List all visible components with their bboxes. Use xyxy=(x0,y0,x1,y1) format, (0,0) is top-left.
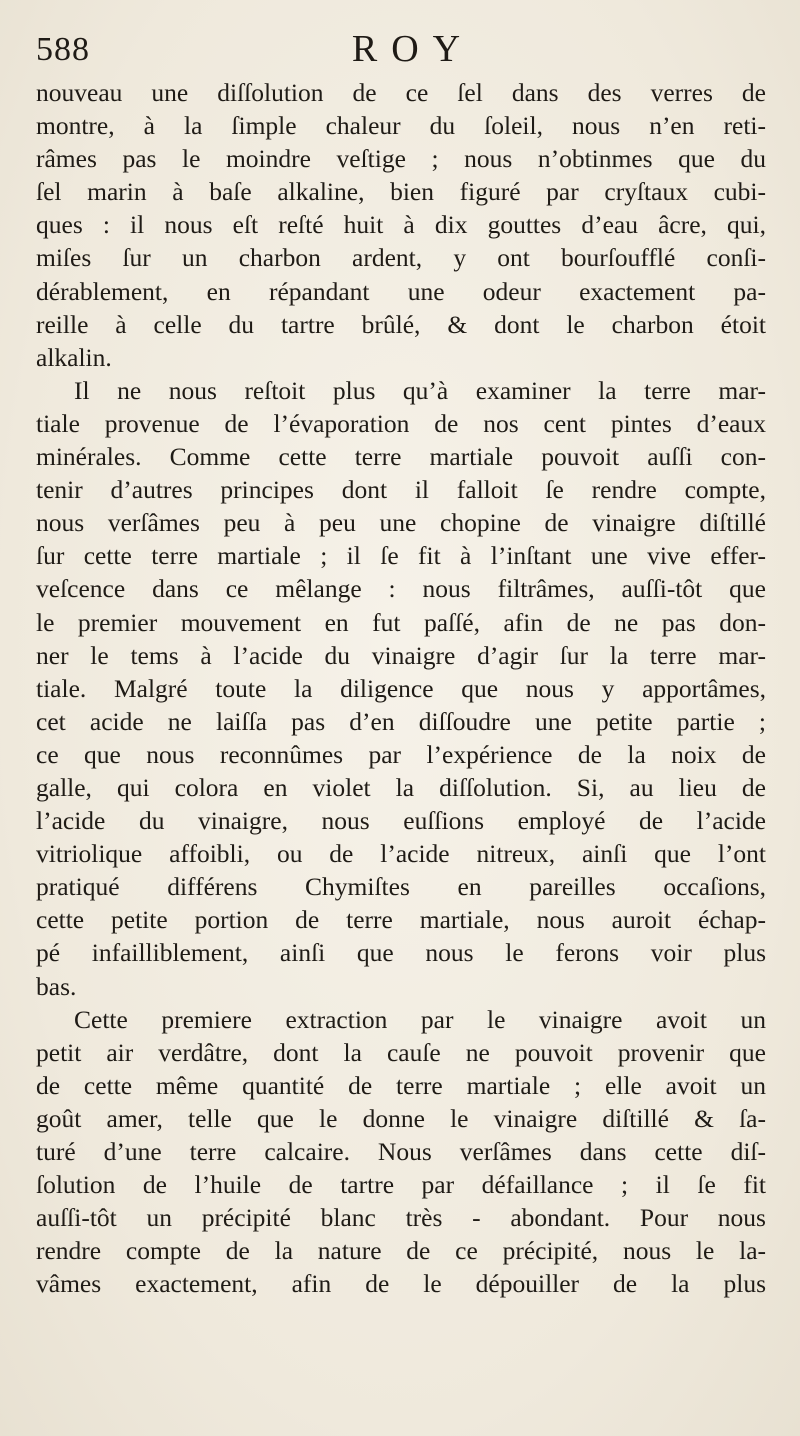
text-line: veſcence dans ce mêlange : nous filtrâmes, auſſi-tôt que xyxy=(36,574,766,604)
text-line: petit air verdâtre, dont la cauſe ne pouvoit provenir que xyxy=(36,1037,766,1067)
text-line: le premier mouvement en fut paſſé, afin de ne pas don- xyxy=(36,607,766,637)
text-line: de cette même quantité de terre martiale ; elle avoit un xyxy=(36,1070,766,1100)
running-title: ROY xyxy=(351,28,475,70)
text-line: reille à celle du tartre brûlé, & dont le charbon étoit xyxy=(36,309,766,339)
text-line: dérablement, en répandant une odeur exactement pa- xyxy=(36,276,766,306)
text-line: ques : il nous eſt reſté huit à dix gouttes d’eau âcre, qui, xyxy=(36,210,766,240)
text-line: galle, qui colora en violet la diſſolution. Si, au lieu de xyxy=(36,772,766,802)
page-number: 588 xyxy=(36,31,90,68)
text-line: tenir d’autres principes dont il falloit ſe rendre compte, xyxy=(36,475,766,505)
text-line: ce que nous reconnûmes par l’expérience de la noix de xyxy=(36,739,766,769)
text-line: tiale provenue de l’évaporation de nos cent pintes d’eaux xyxy=(36,408,766,438)
text-line: montre, à la ſimple chaleur du ſoleil, nous n’en reti- xyxy=(36,111,766,141)
text-line: pratiqué différens Chymiſtes en pareilles occaſions, xyxy=(36,872,766,902)
text-line: vitriolique affoibli, ou de l’acide nitreux, ainſi que l’ont xyxy=(36,839,766,869)
text-line: l’acide du vinaigre, nous euſſions employé de l’acide xyxy=(36,806,766,836)
text-line: goût amer, telle que le donne le vinaigre diſtillé & ſa- xyxy=(36,1103,766,1133)
text-line: cette petite portion de terre martiale, nous auroit échap- xyxy=(36,905,766,935)
text-line: cet acide ne laiſſa pas d’en diſſoudre une petite partie ; xyxy=(36,706,766,736)
text-line: turé d’une terre calcaire. Nous verſâmes dans cette diſ- xyxy=(36,1137,766,1166)
text-line: ſur cette terre martiale ; il ſe fit à l’inſtant une vive effer- xyxy=(36,541,766,571)
text-line: tiale. Malgré toute la diligence que nous y apportâmes, xyxy=(36,673,766,703)
paragraph-start-line: Cette premiere extraction par le vinaigre avoit un xyxy=(74,1004,766,1034)
body-text xyxy=(36,76,766,1300)
text-line: pé infailliblement, ainſi que nous le ferons voir plus xyxy=(36,938,766,968)
paragraph-end-line: bas. xyxy=(36,971,77,1001)
text-line: minérales. Comme cette terre martiale pouvoit auſſi con- xyxy=(36,442,766,472)
text-line: vâmes exactement, afin de le dépouiller de la plus xyxy=(36,1269,766,1299)
text-line: auſſi-tôt un précipité blanc très - abondant. Pour nous xyxy=(36,1203,766,1233)
text-line: nous verſâmes peu à peu une chopine de vinaigre diſtillé xyxy=(36,508,766,538)
text-line: rendre compte de la nature de ce précipité, nous le la- xyxy=(36,1236,766,1266)
text-line: râmes pas le moindre veſtige ; nous n’obtinmes que du xyxy=(36,144,766,174)
text-line: ſolution de l’huile de tartre par défaillance ; il ſe fit xyxy=(36,1170,766,1200)
text-line: miſes ſur un charbon ardent, y ont bourſoufflé conſi- xyxy=(36,243,766,273)
paragraph-start-line: Il ne nous reſtoit plus qu’à examiner la terre mar- xyxy=(74,375,766,405)
text-line: ſel marin à baſe alkaline, bien figuré par cryſtaux cubi- xyxy=(36,177,766,207)
running-head xyxy=(36,26,776,78)
paragraph-end-line: alkalin. xyxy=(36,342,112,372)
text-line: ner le tems à l’acide du vinaigre d’agir ſur la terre mar- xyxy=(36,640,766,670)
text-line: nouveau une diſſolution de ce ſel dans des verres de xyxy=(36,78,766,107)
